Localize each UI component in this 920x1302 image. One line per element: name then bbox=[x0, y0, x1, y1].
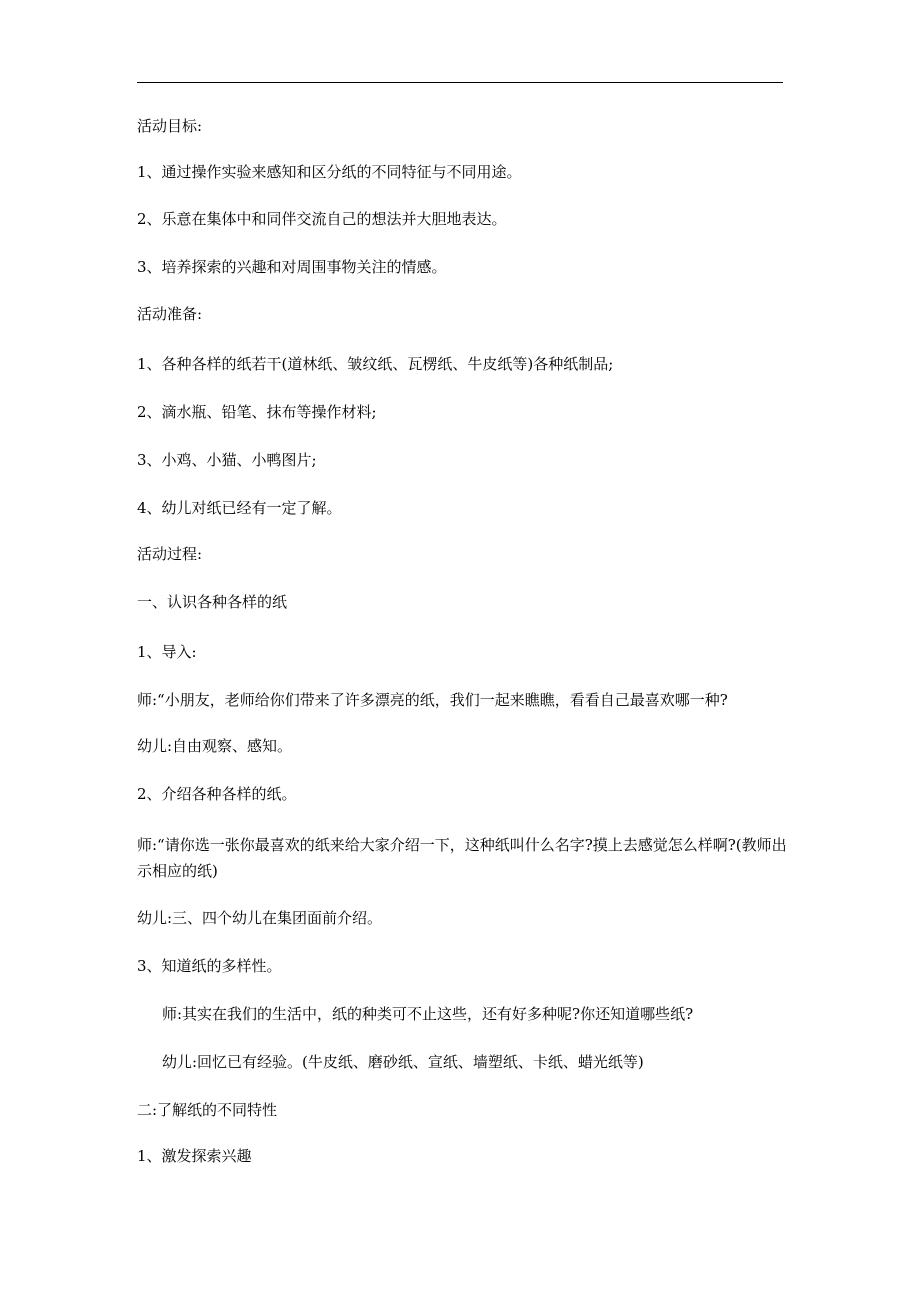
section-heading-process: 活动过程: bbox=[137, 545, 203, 563]
preparation-item-4: 4、幼儿对纸已经有一定了解。 bbox=[137, 499, 342, 517]
teacher-line-2: 师:“请你选一张你最喜欢的纸来给大家介绍一下，这种纸叫什么名字?摸上去感觉怎么样啊?(教师出示相应的纸) bbox=[137, 836, 787, 880]
header-rule bbox=[137, 82, 783, 83]
preparation-item-3: 3、小鸡、小猫、小鸭图片; bbox=[137, 451, 317, 469]
child-line-1: 幼儿:自由观察、感知。 bbox=[137, 737, 293, 755]
process-part-2-step-1: 1、激发探索兴趣 bbox=[137, 1147, 252, 1165]
teacher-line-1: 师:“小朋友，老师给你们带来了许多漂亮的纸，我们一起来瞧瞧，看看自己最喜欢哪一种? bbox=[137, 691, 728, 709]
process-part-1-heading: 一、认识各种各样的纸 bbox=[137, 593, 288, 611]
preparation-item-2: 2、滴水瓶、铅笔、抹布等操作材料; bbox=[137, 403, 377, 421]
child-line-2: 幼儿:三、四个幼儿在集团面前介绍。 bbox=[137, 909, 383, 927]
process-part-2-heading: 二:了解纸的不同特性 bbox=[137, 1101, 278, 1119]
child-line-3: 幼儿:回忆已有经验。(牛皮纸、磨砂纸、宣纸、墙塑纸、卡纸、蜡光纸等) bbox=[162, 1053, 644, 1071]
teacher-line-3: 师:其实在我们的生活中，纸的种类可不止这些，还有好多种呢?你还知道哪些纸? bbox=[162, 1005, 694, 1023]
process-step-2: 2、介绍各种各样的纸。 bbox=[137, 785, 297, 803]
section-heading-preparation: 活动准备: bbox=[137, 305, 203, 323]
preparation-item-1: 1、各种各样的纸若干(道林纸、皱纹纸、瓦楞纸、牛皮纸等)各种纸制品; bbox=[137, 355, 614, 373]
goal-item-2: 2、乐意在集体中和同伴交流自己的想法并大胆地表达。 bbox=[137, 210, 507, 228]
process-step-3: 3、知道纸的多样性。 bbox=[137, 957, 282, 975]
process-step-1: 1、导入: bbox=[137, 643, 197, 661]
section-heading-goals: 活动目标: bbox=[137, 117, 203, 135]
goal-item-1: 1、通过操作实验来感知和区分纸的不同特征与不同用途。 bbox=[137, 163, 522, 181]
goal-item-3: 3、培养探索的兴趣和对周围事物关注的情感。 bbox=[137, 258, 447, 276]
